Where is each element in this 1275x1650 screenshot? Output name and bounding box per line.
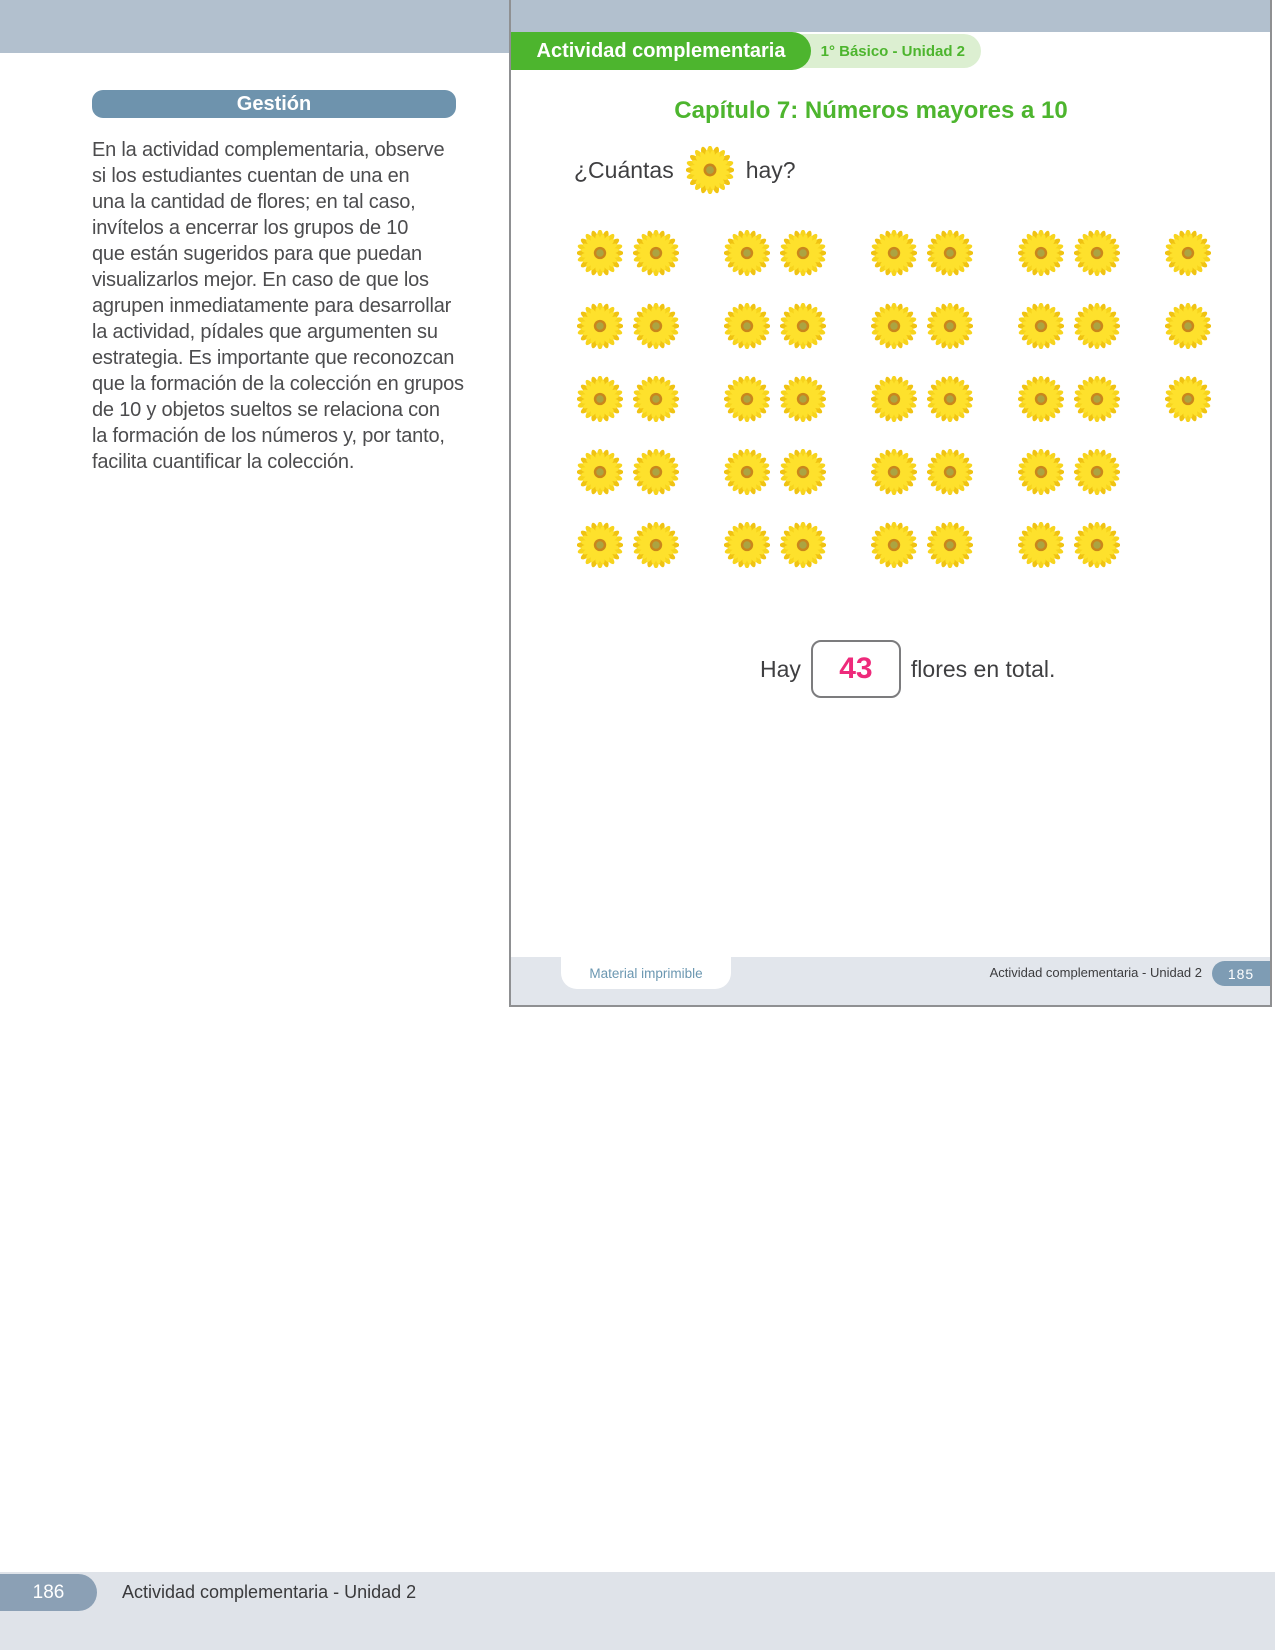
activity-card	[509, 0, 1272, 1007]
flower-group	[724, 449, 826, 495]
flower-group	[1018, 522, 1120, 568]
flower-icon	[724, 522, 770, 568]
answer-box	[811, 640, 901, 698]
flower-icon	[577, 230, 623, 276]
flower-icon	[1018, 230, 1064, 276]
flower-group	[1165, 230, 1211, 276]
activity-banner	[511, 32, 811, 70]
flower-group	[1165, 376, 1211, 422]
flower-icon	[927, 230, 973, 276]
paragraph-line: que están sugeridos para que puedan	[92, 243, 422, 265]
flower-icon	[1074, 449, 1120, 495]
flower-group	[577, 522, 679, 568]
gestion-panel	[92, 90, 464, 475]
question-row	[574, 146, 796, 194]
flower-icon	[871, 522, 917, 568]
flower-icon	[633, 376, 679, 422]
flower-group	[577, 376, 679, 422]
paragraph-line: invítelos a encerrar los grupos de 10	[92, 217, 409, 239]
flower-group	[577, 230, 679, 276]
flower-group	[724, 230, 826, 276]
paragraph-line: la formación de los números y, por tanto,	[92, 425, 445, 447]
flower-grid	[577, 230, 1211, 568]
flower-group	[871, 376, 973, 422]
card-top-strip	[511, 0, 1270, 32]
gestion-header: Gestión	[92, 90, 456, 118]
flower-icon	[1018, 376, 1064, 422]
flower-icon	[686, 146, 734, 194]
flower-group	[871, 449, 973, 495]
flower-icon	[780, 522, 826, 568]
flower-icon	[927, 303, 973, 349]
flower-group	[1018, 376, 1120, 422]
flower-icon	[871, 376, 917, 422]
flower-icon	[1165, 230, 1211, 276]
flower-icon	[780, 230, 826, 276]
paragraph-line: estrategia. Es importante que reconozcan	[92, 347, 455, 369]
page-number-pill: 186	[0, 1574, 97, 1611]
flower-icon	[1165, 376, 1211, 422]
flower-icon	[633, 522, 679, 568]
card-footer	[511, 957, 1270, 1005]
flower-icon	[871, 303, 917, 349]
flower-group	[1018, 230, 1120, 276]
paragraph-line: la actividad, pídales que argumenten su	[92, 321, 438, 343]
card-footer-caption: Actividad complementaria - Unidad 2	[989, 965, 1202, 980]
flower-icon	[927, 449, 973, 495]
flower-icon	[1074, 303, 1120, 349]
flower-icon	[633, 230, 679, 276]
paragraph-line: una la cantidad de flores; en tal caso,	[92, 191, 416, 213]
question-suffix: hay?	[745, 156, 796, 183]
flower-icon	[633, 449, 679, 495]
flower-icon	[1165, 303, 1211, 349]
flower-icon	[577, 376, 623, 422]
page-footer-caption: Actividad complementaria - Unidad 2	[122, 1582, 417, 1602]
flower-group	[1165, 303, 1211, 349]
answer-value: 43	[839, 652, 873, 685]
flower-icon	[633, 303, 679, 349]
flower-group	[724, 376, 826, 422]
flower-icon	[780, 376, 826, 422]
flower-icon	[927, 376, 973, 422]
flower-row	[577, 449, 1211, 495]
flower-icon	[871, 230, 917, 276]
flower-group	[1018, 449, 1120, 495]
flower-group	[1018, 303, 1120, 349]
flower-icon	[1074, 376, 1120, 422]
flower-icon	[1018, 522, 1064, 568]
flower-group	[724, 522, 826, 568]
paragraph-line: En la actividad complementaria, observe	[92, 139, 445, 161]
top-left-bar	[0, 0, 509, 53]
gestion-paragraph	[92, 137, 464, 475]
flower-group	[577, 449, 679, 495]
flower-icon	[724, 376, 770, 422]
paragraph-line: si los estudiantes cuentan de una en	[92, 165, 410, 187]
flower-icon	[780, 303, 826, 349]
flower-group	[871, 522, 973, 568]
flower-row	[577, 303, 1211, 349]
flower-icon	[1018, 303, 1064, 349]
flower-group	[871, 230, 973, 276]
flower-group	[577, 303, 679, 349]
flower-row	[577, 522, 1211, 568]
flower-row	[577, 230, 1211, 276]
answer-row	[760, 640, 1055, 698]
flower-icon	[1018, 449, 1064, 495]
paragraph-line: agrupen inmediatamente para desarrollar	[92, 295, 452, 317]
flower-icon	[1074, 230, 1120, 276]
flower-icon	[927, 522, 973, 568]
activity-banner-label: Actividad complementaria	[536, 39, 786, 62]
chapter-title: Capítulo 7: Números mayores a 10	[674, 97, 1068, 124]
answer-prefix: Hay	[760, 655, 801, 682]
flower-icon	[577, 303, 623, 349]
flower-icon	[724, 303, 770, 349]
flower-icon	[724, 449, 770, 495]
page-footer	[0, 1572, 1275, 1650]
flower-icon	[1074, 522, 1120, 568]
flower-icon	[871, 449, 917, 495]
question-prefix: ¿Cuántas	[574, 156, 674, 183]
answer-suffix: flores en total.	[910, 655, 1056, 682]
paragraph-line: de 10 y objetos sueltos se relaciona con	[92, 399, 440, 421]
flower-icon	[577, 449, 623, 495]
paragraph-line: facilita cuantificar la colección.	[92, 451, 355, 473]
flower-icon	[577, 522, 623, 568]
unit-badge-label: 1° Básico - Unidad 2	[820, 42, 965, 60]
flower-group	[871, 303, 973, 349]
paragraph-line: que la formación de la colección en grupos	[92, 373, 464, 395]
card-page-badge: 185	[1212, 961, 1270, 986]
flower-icon	[724, 230, 770, 276]
paragraph-line: visualizarlos mejor. En caso de que los	[92, 269, 429, 291]
flower-icon	[780, 449, 826, 495]
flower-row	[577, 376, 1211, 422]
flower-group	[724, 303, 826, 349]
material-pill: Material imprimible	[561, 957, 731, 989]
